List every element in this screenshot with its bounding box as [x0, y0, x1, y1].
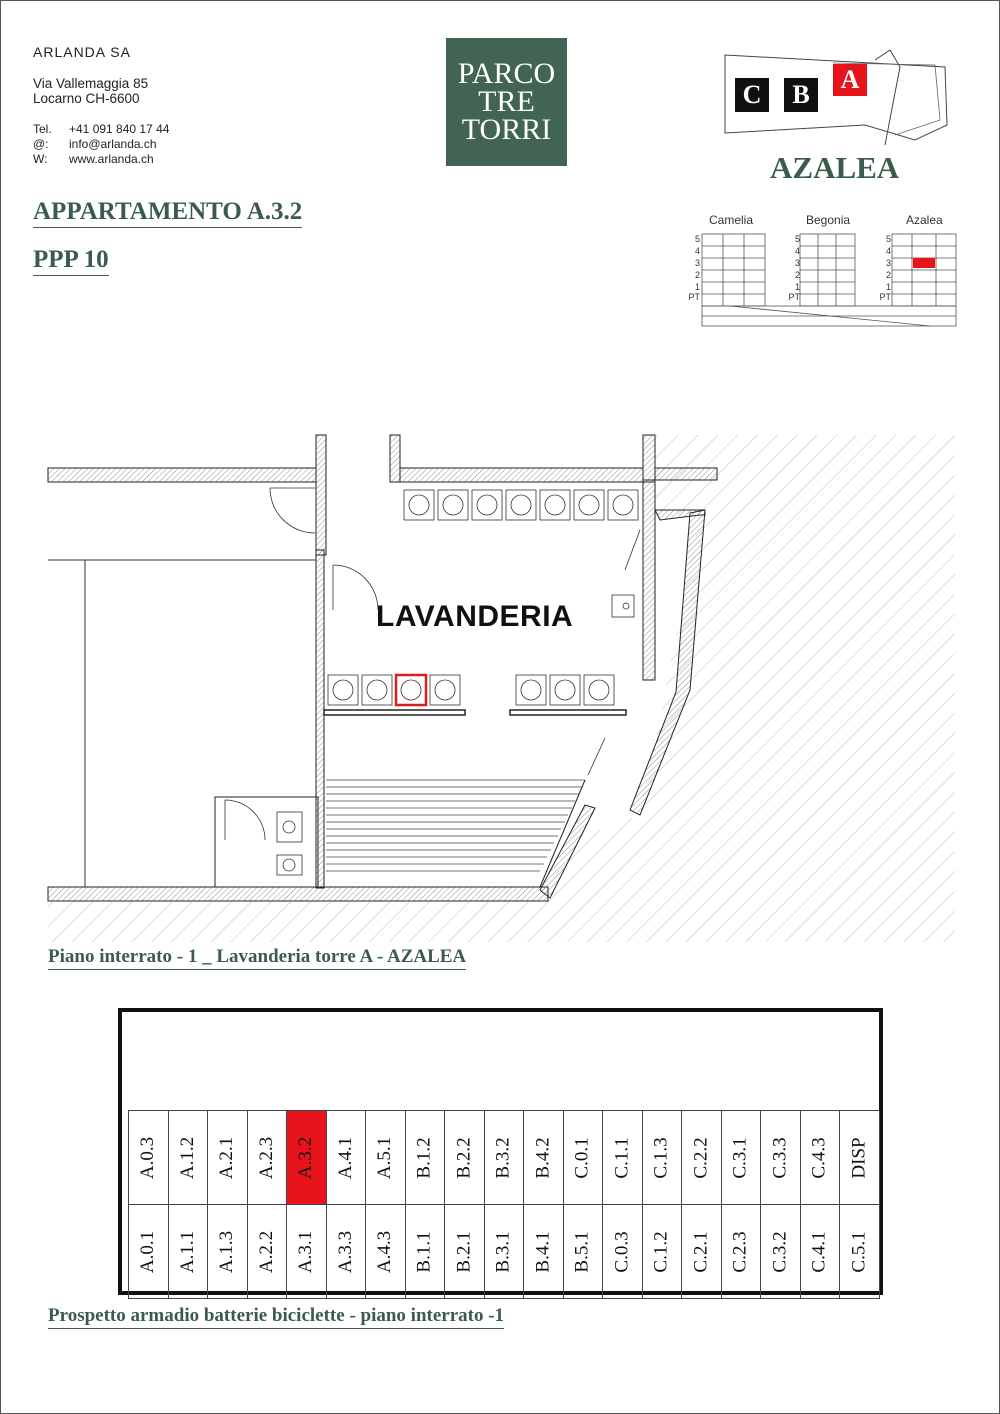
company-block: [33, 44, 131, 60]
cabinet-slot: [287, 1205, 327, 1299]
cabinet-slot-label: A.1.3: [216, 1230, 238, 1273]
cabinet-slot-label: A.0.1: [137, 1230, 159, 1273]
cabinet-slot: [406, 1205, 446, 1299]
cabinet-slot: [129, 1111, 169, 1205]
cabinet-slot: [208, 1111, 248, 1205]
company-address: [33, 76, 148, 106]
cabinet-slot: [603, 1205, 643, 1299]
cabinet-slot-label: C.2.1: [690, 1230, 712, 1273]
cabinet-slot-label: C.3.3: [769, 1136, 791, 1179]
address-line-1: Via Vallemaggia 85: [33, 76, 149, 91]
cabinet-slot-label: C.1.2: [650, 1230, 672, 1273]
web-value[interactable]: www.arlanda.ch: [69, 152, 154, 166]
bike-battery-cabinet: [118, 1008, 883, 1295]
cabinet-slot: [840, 1111, 880, 1205]
cabinet-slot-label: A.2.3: [255, 1136, 277, 1179]
cabinet-slot-label: C.3.1: [729, 1136, 751, 1179]
cabinet-slot: [366, 1205, 406, 1299]
section-highlight-apartment: [913, 258, 935, 268]
cabinet-slot-label: B.4.2: [532, 1136, 554, 1179]
cabinet-slot-label: DISP: [848, 1136, 870, 1179]
logo-line-2: TRE: [478, 85, 535, 118]
cabinet-slot-label: B.3.2: [492, 1136, 514, 1179]
section-label-begonia: Begonia: [806, 213, 851, 227]
cabinet-slot-label: A.1.1: [176, 1230, 198, 1273]
logo-line-1: PARCO: [457, 57, 556, 90]
cabinet-slot-label: B.1.2: [413, 1136, 435, 1179]
cabinet-slot-label: B.1.1: [413, 1230, 435, 1273]
cabinet-slot: [761, 1111, 801, 1205]
cabinet-slot-label: C.1.3: [650, 1136, 672, 1179]
cabinet-slot: [248, 1111, 288, 1205]
section-label-azalea: Azalea: [906, 213, 943, 227]
cabinet-slot: [682, 1205, 722, 1299]
cabinet-slot: [445, 1111, 485, 1205]
cabinet-slot: [366, 1111, 406, 1205]
cabinet-slot: [327, 1205, 367, 1299]
logo-line-3: TORRI: [461, 113, 552, 146]
cabinet-slot: [445, 1205, 485, 1299]
web-label: W:: [33, 152, 48, 166]
cabinet-slot: [485, 1205, 525, 1299]
cabinet-slot: [564, 1111, 604, 1205]
cabinet-slot-label: B.4.1: [532, 1230, 554, 1273]
cabinet-slot: [801, 1111, 841, 1205]
cabinet-slot: [208, 1205, 248, 1299]
cabinet-slot-grid: [128, 1110, 880, 1299]
highlighted-laundry-slot: [396, 675, 426, 705]
cabinet-slot-label: B.2.1: [453, 1230, 475, 1273]
section-label-camelia: Camelia: [709, 213, 754, 227]
email-value[interactable]: info@arlanda.ch: [69, 137, 157, 151]
cabinet-slot-label: A.2.2: [255, 1230, 277, 1273]
cabinet-slot-label: A.3.2: [295, 1136, 317, 1179]
cabinet-slot: [327, 1111, 367, 1205]
cabinet-slot-label: A.2.1: [216, 1136, 238, 1179]
cabinet-slot: [564, 1205, 604, 1299]
ppp-number: PPP 10: [33, 246, 109, 276]
tel-label: Tel.: [33, 122, 52, 136]
cabinet-slot-label: A.0.3: [137, 1136, 159, 1179]
cabinet-slot-label: B.3.1: [492, 1230, 514, 1273]
tower-a-box: A: [833, 64, 867, 96]
cabinet-slot: [761, 1205, 801, 1299]
company-name: ARLANDA SA: [33, 44, 131, 60]
cabinet-slot-label: A.4.1: [334, 1136, 356, 1179]
cabinet-slot-label: C.0.3: [611, 1230, 633, 1273]
cabinet-slot-label: B.2.2: [453, 1136, 475, 1179]
parco-tre-torri-logo: [446, 38, 567, 166]
cabinet-slot-label: C.2.2: [690, 1136, 712, 1179]
cabinet-slot: [524, 1205, 564, 1299]
cabinet-slot: [603, 1111, 643, 1205]
section-elevation-diagram: [690, 228, 970, 333]
cabinet-slot: [169, 1111, 209, 1205]
cabinet-slot-label: B.5.1: [571, 1230, 593, 1273]
cabinet-slot: [524, 1111, 564, 1205]
tower-b-box: B: [784, 78, 818, 112]
address-line-2: Locarno CH-6600: [33, 91, 140, 106]
cabinet-slot: [722, 1111, 762, 1205]
cabinet-slot-label: C.4.1: [808, 1230, 830, 1273]
cabinet-slot: [248, 1205, 288, 1299]
cabinet-slot-label: A.1.2: [176, 1136, 198, 1179]
cabinet-slot: [287, 1111, 327, 1205]
cabinet-slot: [406, 1111, 446, 1205]
cabinet-slot-label: C.2.3: [729, 1230, 751, 1273]
cabinet-slot-label: C.3.2: [769, 1230, 791, 1273]
cabinet-slot: [722, 1205, 762, 1299]
cabinet-slot: [643, 1111, 683, 1205]
laundry-floor-plan: [0, 420, 1000, 950]
cabinet-slot-label: A.3.1: [295, 1230, 317, 1273]
cabinet-slot-label: C.5.1: [848, 1230, 870, 1273]
cabinet-slot-label: C.0.1: [571, 1136, 593, 1179]
tower-name: AZALEA: [770, 150, 900, 185]
apartment-title: APPARTAMENTO A.3.2: [33, 198, 302, 228]
cabinet-slot: [801, 1205, 841, 1299]
email-label: @:: [33, 137, 49, 151]
room-label-lavanderia: LAVANDERIA: [376, 600, 574, 633]
cabinet-slot: [169, 1205, 209, 1299]
cabinet-caption: Prospetto armadio batterie biciclette - piano interrato -1: [48, 1305, 504, 1329]
cabinet-slot: [643, 1205, 683, 1299]
tel-value[interactable]: +41 091 840 17 44: [69, 122, 170, 136]
tower-c-box: C: [735, 78, 769, 112]
plan-caption: Piano interrato - 1 _ Lavanderia torre A - AZALEA: [48, 946, 466, 970]
cabinet-slot: [485, 1111, 525, 1205]
cabinet-slot-label: A.4.3: [374, 1230, 396, 1273]
contact-block: [33, 122, 169, 167]
cabinet-slot-label: C.1.1: [611, 1136, 633, 1179]
cabinet-slot: [682, 1111, 722, 1205]
cabinet-slot-label: A.5.1: [374, 1136, 396, 1179]
cabinet-slot-label: C.4.3: [808, 1136, 830, 1179]
cabinet-slot: [129, 1205, 169, 1299]
cabinet-slot-label: A.3.3: [334, 1230, 356, 1273]
cabinet-slot: [840, 1205, 880, 1299]
